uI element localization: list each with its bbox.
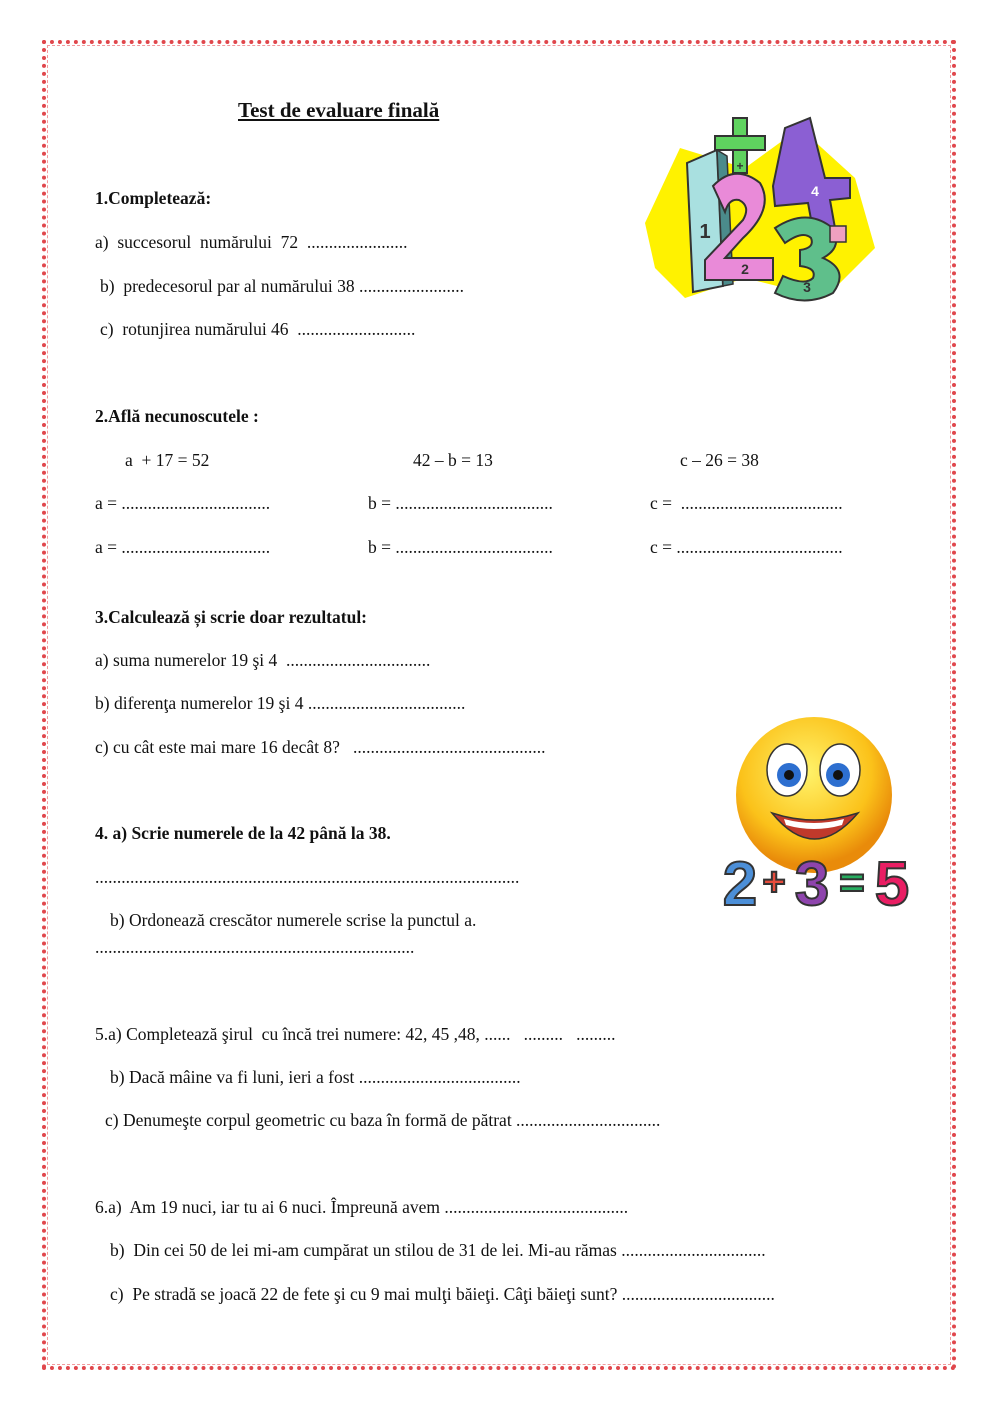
equation-three: 3 <box>794 850 830 915</box>
equation-two: 2 <box>722 850 758 915</box>
q6-a: 6.a) Am 19 nuci, iar tu ai 6 nuci. Împreună avem .......................................... <box>95 1197 629 1217</box>
q4-answer-line-b: ......................................................................... <box>95 937 415 957</box>
q4-answer-line-a: ................................................................................................. <box>95 867 520 887</box>
q2-eq-a: a + 17 = 52 <box>125 450 210 470</box>
q2-eq-b: 42 – b = 13 <box>413 450 493 470</box>
q1-heading: 1.Completează: <box>95 188 212 208</box>
q5-c: c) Denumeşte corpul geometric cu baza în formă de pătrat ................................. <box>105 1110 661 1130</box>
q2-answer-a2: a = .................................. <box>95 537 271 557</box>
q2-eq-c: c – 26 = 38 <box>680 450 759 470</box>
q6-c: c) Pe stradă se joacă 22 de fete şi cu 9 mai mulţi băieţi. Câţi băieţi sunt? ................................... <box>110 1284 775 1304</box>
digit-four-label: 4 <box>811 183 819 199</box>
q1-a: a) succesorul numărului 72 ....................... <box>95 232 408 252</box>
equation-five: 5 <box>874 850 910 915</box>
q2-answer-c1: c = ..................................... <box>650 493 843 513</box>
q3-heading: 3.Calculează și scrie doar rezultatul: <box>95 607 368 627</box>
q4-b: b) Ordonează crescător numerele scrise la punctul a. <box>110 910 477 930</box>
q1-c: c) rotunjirea numărului 46 ........................... <box>100 319 416 339</box>
q2-answer-c2: c = ...................................... <box>650 537 843 557</box>
equation-plus: + <box>762 860 786 904</box>
q6-b: b) Din cei 50 de lei mi-am cumpărat un stilou de 31 de lei. Mi-au rămas ................................. <box>110 1240 766 1260</box>
q5-b: b) Dacă mâine va fi luni, ieri a fost ..................................... <box>110 1067 521 1087</box>
q4-heading: 4. a) Scrie numerele de la 42 până la 38. <box>95 823 391 843</box>
numbers-clipart-icon <box>625 108 890 308</box>
q3-c: c) cu cât este mai mare 16 decât 8? ............................................ <box>95 737 546 757</box>
q1-b: b) predecesorul par al numărului 38 ........................ <box>100 276 465 296</box>
q2-answer-b1: b = .................................... <box>368 493 553 513</box>
digit-two-label: 2 <box>741 261 749 277</box>
q2-answer-a1: a = .................................. <box>95 493 271 513</box>
q2-answer-b2: b = .................................... <box>368 537 553 557</box>
page-title: Test de evaluare finală <box>238 98 440 122</box>
digit-three-label: 3 <box>803 279 811 295</box>
plus-label: + <box>736 159 744 173</box>
equation-equals: = <box>839 858 865 907</box>
q5-a: 5.a) Completează şirul cu încă trei numere: 42, 45 ,48, ...... ......... ......... <box>95 1024 616 1044</box>
q3-a: a) suma numerelor 19 şi 4 ................................. <box>95 650 431 670</box>
q2-heading: 2.Află necunoscutele : <box>95 406 259 426</box>
q3-b: b) diferenţa numerelor 19 şi 4 .................................... <box>95 693 466 713</box>
digit-one-label: 1 <box>699 221 711 243</box>
smiley-clipart-icon <box>712 715 917 915</box>
